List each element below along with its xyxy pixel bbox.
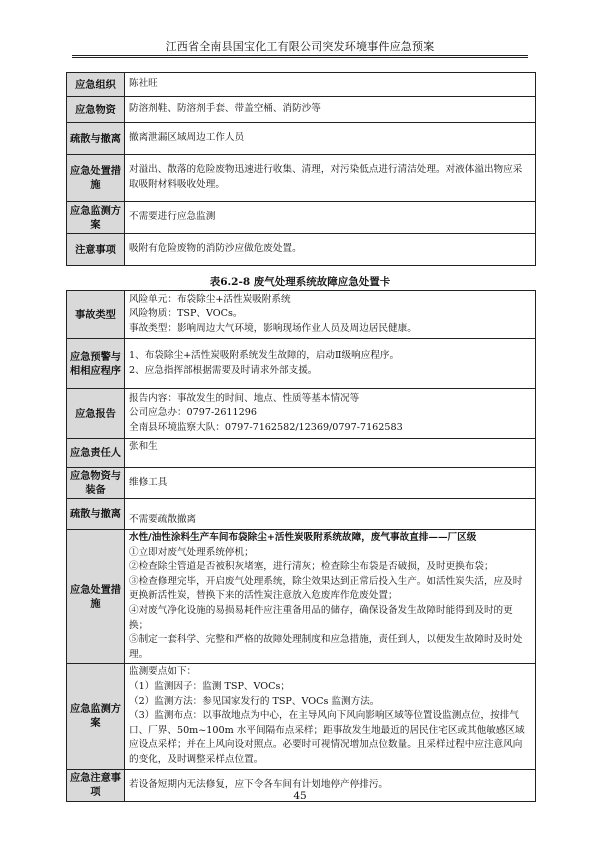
evacuation-label: 疏散与撤离	[67, 123, 125, 155]
monitoring-label: 应急监测方案	[67, 202, 125, 234]
notes-value: 吸附有危险废物的消防沙应做危废处置。	[125, 234, 536, 266]
measures-step: ④对废气净化设施的易损易耗件应注重备用品的储存，确保设备发生故障时能得到及时的更换；	[129, 604, 513, 631]
monitoring-line: （3）监测布点：以事故地点为中心，在主导风向下风向影响区域等位置设监测点位，按排气口、厂界、50m~100m 水平间隔布点采样；距事故发生地最近的居民住宅区或其他敏感区域应设点采样；并在上风向设对照点。必要时可视情况增加点位数量。且采样过程中应注意风向的变化，及时调整采样点位置。	[129, 710, 525, 765]
accident-type-label: 事故类型	[67, 291, 125, 339]
report-line: 公司应急办：0797-2611296	[129, 407, 257, 419]
org-value: 陈社旺	[125, 73, 536, 97]
warning-label: 应急预警与相相应程序	[67, 339, 125, 389]
notes2-label: 应急注意事项	[67, 769, 125, 801]
warning-line: 2、应急指挥部根据需要及时请求外部支援。	[129, 364, 318, 376]
warning-value	[125, 339, 536, 389]
report-label: 应急报告	[67, 389, 125, 439]
monitoring-line: （2）监测方法：参见国家发行的 TSP、VOCs 监测方法。	[129, 695, 380, 707]
equipment-label: 应急物资与装备	[67, 468, 125, 499]
measures-value: 对溢出、散落的危险废物迅速进行收集、清理，对污染低点进行清洁处理。对液体溢出物应采取吸附材料吸收处理。	[125, 155, 536, 202]
accident-type-value	[125, 291, 536, 339]
monitoring-value: 不需要进行应急监测	[125, 202, 536, 234]
exhaust-system-failure-table	[66, 290, 536, 802]
accident-type-line: 风险单元：布袋除尘+活性炭吸附系统	[129, 293, 291, 305]
document-header: 江西省全南县国宝化工有限公司突发环境事件应急预案	[165, 40, 435, 53]
report-line: 全南县环境监察大队：0797-7162582/12369/0797-7162583	[129, 421, 403, 433]
report-value	[125, 389, 536, 439]
header-rule-top	[72, 55, 528, 56]
responsible-label: 应急责任人	[67, 439, 125, 468]
monitoring-line: 监测要点如下：	[129, 666, 197, 678]
measures2-value	[125, 530, 536, 664]
page-number: 45	[293, 790, 307, 802]
monitoring2-label: 应急监测方案	[67, 664, 125, 769]
accident-type-line: 事故类型：影响周边大气环境，影响现场作业人员及周边居民健康。	[129, 322, 417, 334]
notes-label: 注意事项	[67, 234, 125, 266]
monitoring2-value	[125, 664, 536, 769]
accident-type-line: 风险物质：TSP、VOCs。	[129, 308, 243, 320]
report-line: 报告内容：事故发生的时间、地点、性质等基本情况等	[129, 392, 360, 404]
notes2-value: 若设备短期内无法修复，应下令各车间有计划地停产停排污。	[125, 769, 536, 801]
responsible-value: 张和生	[125, 439, 536, 468]
evacuation-value: 撤离泄漏区域周边工作人员	[125, 123, 536, 155]
measures-step: ②检查除尘管道是否被积灰堵塞，进行清灰；检查除尘布袋是否破损，及时更换布袋；	[129, 561, 494, 573]
monitoring-line: （1）监测因子：监测 TSP、VOCs；	[129, 680, 290, 692]
measures-step: ⑤制定一套科学、完整和严格的故障处理制度和应急措施，责任到人，以便发生故障时及时处理。	[129, 634, 523, 660]
hazardous-waste-emergency-table	[66, 72, 536, 266]
evacuation2-value: 不需要疏散撤离	[125, 499, 536, 530]
table-caption: 表6.2-8 废气处理系统故障应急处置卡	[209, 276, 391, 288]
supplies-value: 防溶剂鞋、防溶剂手套、带盖空桶、消防沙等	[125, 97, 536, 123]
measures-title: 水性/油性涂料生产车间布袋除尘+活性炭吸附系统故障，废气事故直排——厂区级	[129, 532, 477, 543]
evacuation2-label: 疏散与撤离	[67, 499, 125, 530]
org-label: 应急组织	[67, 73, 125, 97]
measures2-label: 应急处置措施	[67, 530, 125, 664]
equipment-value: 维修工具	[125, 468, 536, 499]
measures-label: 应急处置措施	[67, 155, 125, 202]
measures-step: ①立即对废气处理系统停机；	[129, 546, 254, 558]
header-rule-bottom	[72, 57, 528, 58]
supplies-label: 应急物资	[67, 97, 125, 123]
measures-step: ③检查修理完毕，开启废气处理系统，除尘效果达到正常后投入生产。如活性炭失活，应及时更换新活性炭，替换下来的活性炭注意放入危废库作危废处置；	[129, 575, 523, 602]
warning-line: 1、布袋除尘+活性炭吸附系统发生故障的，启动Ⅱ级响应程序。	[129, 349, 400, 361]
